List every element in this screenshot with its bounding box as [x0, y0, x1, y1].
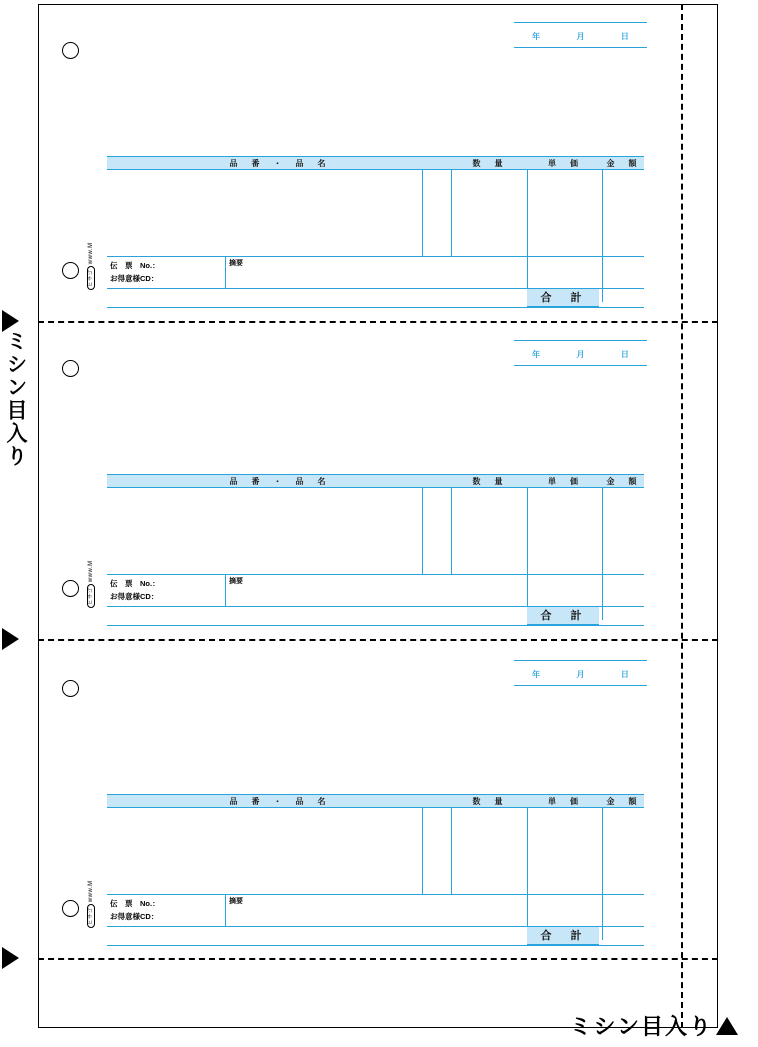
info-divider-rule	[225, 894, 226, 926]
header-item: 品 番 ・ 品 名	[229, 477, 329, 486]
header-amount: 金 額	[606, 159, 640, 168]
col-rule-a	[422, 170, 423, 256]
table-header-row	[107, 794, 644, 808]
slip-no-label: 伝 票 No.：	[110, 579, 160, 588]
line-items-table	[107, 794, 644, 942]
body-bottom-rule	[107, 574, 644, 575]
col-rule-unit-price	[527, 488, 528, 620]
date-year-label: 年	[532, 350, 541, 359]
date-month-label: 月	[576, 670, 585, 679]
slip-no-label: 伝 票 No.：	[110, 261, 160, 270]
perforation-marker-arrow-3	[2, 947, 19, 969]
date-box	[514, 660, 647, 686]
header-amount: 金 額	[606, 797, 640, 806]
maker-text: www.M	[88, 560, 94, 583]
slip-form-1	[38, 4, 718, 324]
date-box	[514, 340, 647, 366]
date-day-label: 日	[620, 670, 629, 679]
header-item: 品 番 ・ 品 名	[229, 159, 329, 168]
header-item: 品 番 ・ 品 名	[229, 797, 329, 806]
col-rule-a	[422, 488, 423, 574]
col-rule-amount	[602, 808, 603, 940]
slip-no-label: 伝 票 No.：	[110, 899, 160, 908]
side-perforation-label: ミシン目入り	[4, 330, 27, 468]
col-rule-unit-price	[527, 808, 528, 940]
triangle-up-icon	[716, 1017, 738, 1035]
perforation-marker-arrow-1	[2, 310, 19, 332]
bottom-perforation-label	[570, 1010, 738, 1041]
total-label: 合 計	[527, 288, 599, 307]
header-quantity: 数 量	[472, 477, 506, 486]
date-rule-top	[514, 22, 647, 23]
maker-mark	[86, 880, 94, 928]
date-day-label: 日	[620, 350, 629, 359]
header-quantity: 数 量	[472, 797, 506, 806]
bottom-perforation-text: ミシン目入り	[569, 1014, 713, 1039]
header-amount: 金 額	[606, 477, 640, 486]
date-month-label: 月	[576, 32, 585, 41]
customer-cd-label: お得意様CD：	[110, 274, 159, 283]
col-rule-amount	[602, 488, 603, 620]
total-label: 合 計	[527, 926, 599, 945]
total-label: 合 計	[527, 606, 599, 625]
date-year-label: 年	[532, 670, 541, 679]
customer-cd-label: お得意様CD：	[110, 912, 159, 921]
maker-mark	[86, 560, 94, 608]
date-rule-bottom	[514, 47, 647, 48]
maker-text: www.M	[88, 880, 94, 903]
header-unit-price: 単 価	[548, 477, 581, 486]
summary-label: 摘要	[229, 898, 243, 905]
line-items-table	[107, 474, 644, 622]
total-bottom-rule	[107, 307, 644, 308]
date-day-label: 日	[620, 32, 629, 41]
body-bottom-rule	[107, 256, 644, 257]
date-year-label: 年	[532, 32, 541, 41]
summary-label: 摘要	[229, 260, 243, 267]
header-quantity: 数 量	[472, 159, 506, 168]
date-rule-top	[514, 660, 647, 661]
sprocket-hole	[62, 680, 79, 697]
info-divider-rule	[225, 574, 226, 606]
sprocket-hole	[62, 360, 79, 377]
sprocket-hole	[62, 42, 79, 59]
slip-form-2	[38, 322, 718, 642]
slip-form-3	[38, 640, 718, 960]
date-rule-top	[514, 340, 647, 341]
col-rule-quantity	[451, 170, 452, 256]
date-month-label: 月	[576, 350, 585, 359]
header-unit-price: 単 価	[548, 159, 581, 168]
col-rule-unit-price	[527, 170, 528, 302]
col-rule-quantity	[451, 808, 452, 894]
header-unit-price: 単 価	[548, 797, 581, 806]
maker-badge: ヒサゴ	[87, 584, 95, 608]
col-rule-amount	[602, 170, 603, 302]
body-bottom-rule	[107, 894, 644, 895]
table-header-row	[107, 156, 644, 170]
summary-label: 摘要	[229, 578, 243, 585]
maker-badge: ヒサゴ	[87, 266, 95, 290]
info-divider-rule	[225, 256, 226, 288]
maker-text: www.M	[88, 242, 94, 265]
maker-badge: ヒサゴ	[87, 904, 95, 928]
line-items-table	[107, 156, 644, 304]
date-rule-bottom	[514, 365, 647, 366]
date-box	[514, 22, 647, 48]
col-rule-quantity	[451, 488, 452, 574]
sprocket-hole	[62, 580, 79, 597]
perforation-marker-arrow-2	[2, 628, 19, 650]
customer-cd-label: お得意様CD：	[110, 592, 159, 601]
maker-mark	[86, 242, 94, 290]
col-rule-a	[422, 808, 423, 894]
sprocket-hole	[62, 262, 79, 279]
table-header-row	[107, 474, 644, 488]
total-bottom-rule	[107, 945, 644, 946]
total-bottom-rule	[107, 625, 644, 626]
sprocket-hole	[62, 900, 79, 917]
date-rule-bottom	[514, 685, 647, 686]
